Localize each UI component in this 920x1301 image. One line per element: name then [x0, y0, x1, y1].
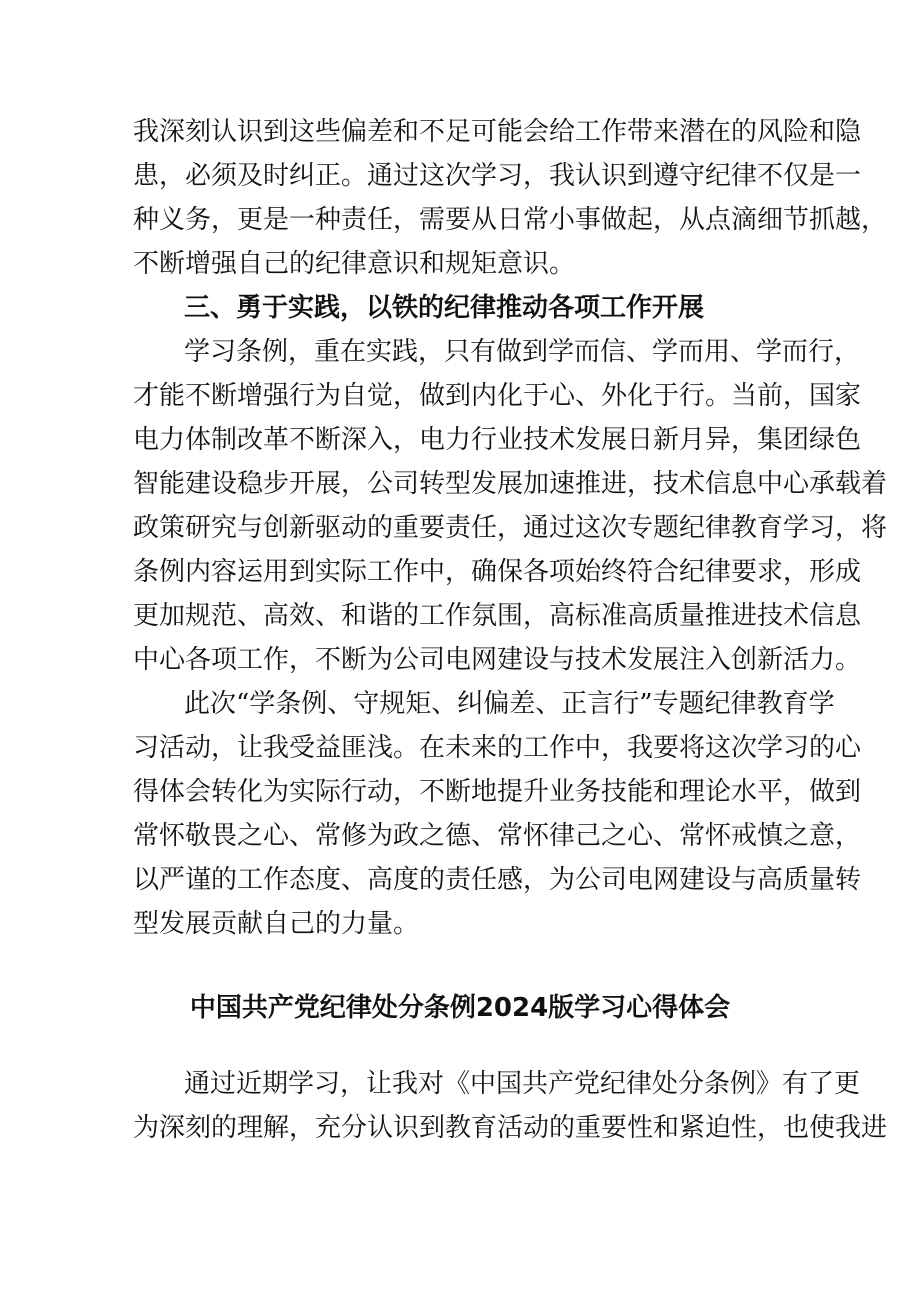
paragraph-2-line-8: 中心各项工作，不断为公司电网建设与技术发展注入创新活力。	[133, 645, 862, 675]
paragraph-3-line-6: 型发展贡献自己的力量。	[133, 909, 420, 939]
paragraph-2-line-7: 更加规范、高效、和谐的工作氛围，高标准高质量推进技术信息	[133, 601, 862, 631]
paragraph-1-line-3: 种义务，更是一种责任，需要从日常小事做起，从点滴细节抓越，	[133, 205, 888, 235]
paragraph-4-line-2: 为深刻的理解，充分认识到教育活动的重要性和紧迫性，也使我进	[133, 1113, 888, 1143]
paragraph-2-line-1: 学习条例，重在实践，只有做到学而信、学而用、学而行，	[184, 337, 861, 367]
paragraph-3-line-4: 常怀敬畏之心、常修为政之德、常怀律己之心、常怀戒慎之意，	[133, 821, 862, 851]
paragraph-3-line-2: 习活动，让我受益匪浅。在未来的工作中，我要将这次学习的心	[133, 733, 862, 763]
paragraph-3-line-5: 以严谨的工作态度、高度的责任感，为公司电网建设与高质量转	[133, 865, 862, 895]
paragraph-1-line-2: 患，必须及时纠正。通过这次学习，我认识到遵守纪律不仅是一	[133, 161, 862, 191]
section-heading: 三、勇于实践，以铁的纪律推动各项工作开展	[184, 293, 705, 323]
paragraph-4-line-1: 通过近期学习，让我对《中国共产党纪律处分条例》有了更	[184, 1069, 861, 1099]
paragraph-1-line-1: 我深刻认识到这些偏差和不足可能会给工作带来潜在的风险和隐	[133, 117, 862, 147]
paragraph-2-line-2: 才能不断增强行为自觉，做到内化于心、外化于行。当前，国家	[133, 381, 862, 411]
paragraph-1-line-4: 不断增强自己的纪律意识和规矩意识。	[133, 249, 576, 279]
paragraph-3-line-3: 得体会转化为实际行动，不断地提升业务技能和理论水平，做到	[133, 777, 862, 807]
paragraph-2-line-6: 条例内容运用到实际工作中，确保各项始终符合纪律要求，形成	[133, 557, 862, 587]
paragraph-2-line-3: 电力体制改革不断深入，电力行业技术发展日新月异，集团绿色	[133, 425, 862, 455]
paragraph-2-line-4: 智能建设稳步开展，公司转型发展加速推进，技术信息中心承载着	[133, 469, 888, 499]
paragraph-3-line-1: 此次“学条例、守规矩、纠偏差、正言行”专题纪律教育学	[184, 689, 835, 719]
paragraph-2-line-5: 政策研究与创新驱动的重要责任，通过这次专题纪律教育学习，将	[133, 513, 888, 543]
article-title: 中国共产党纪律处分条例2024版学习心得体会	[189, 993, 731, 1023]
